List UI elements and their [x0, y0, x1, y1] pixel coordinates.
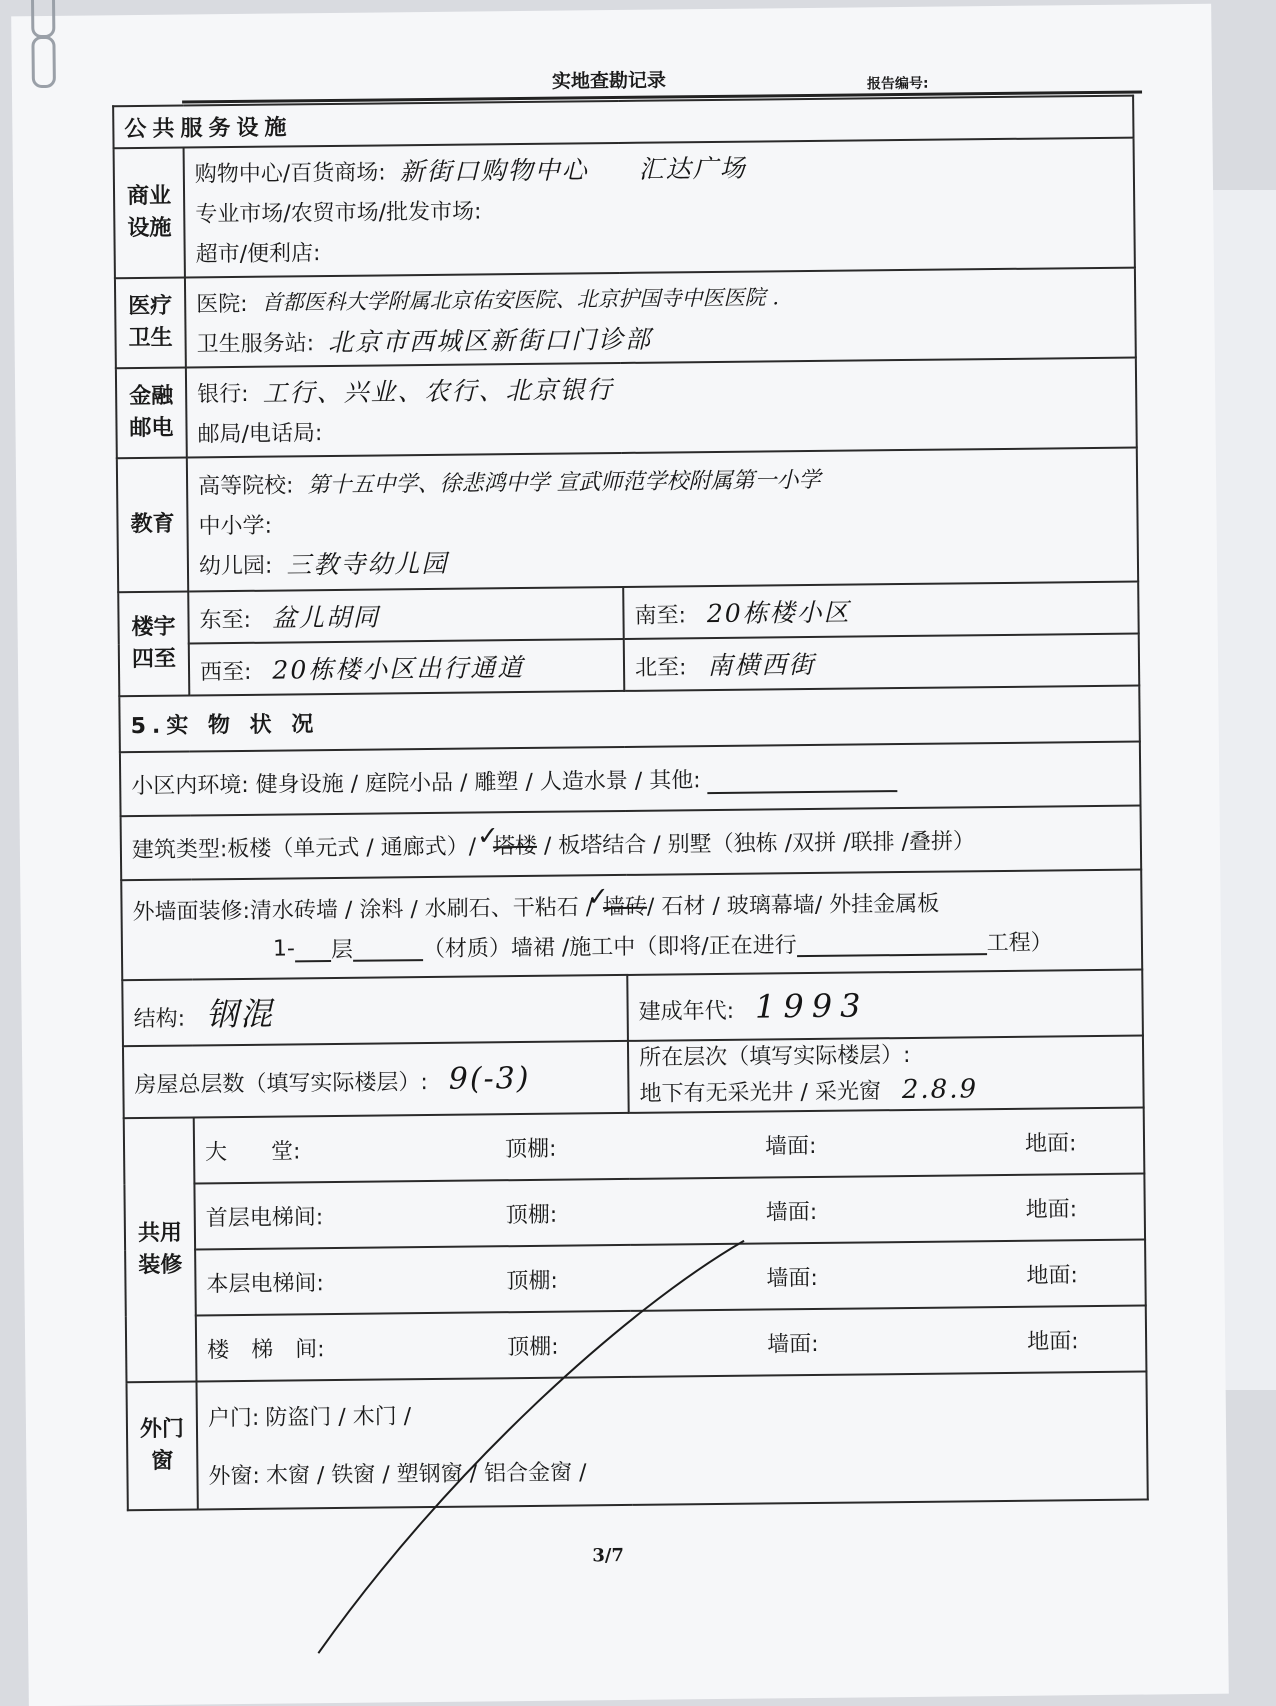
building-type-options-1: 板楼（单元式 / 通廊式）/	[227, 833, 484, 862]
decoration-floor-label: 地面:	[1025, 1196, 1078, 1223]
north-label: 北至:	[634, 655, 687, 681]
shopping-label: 购物中心/百货商场:	[194, 159, 386, 187]
facade-label: 外墙面装修:	[132, 898, 251, 925]
decoration-line	[207, 1323, 1135, 1364]
environment-row	[120, 742, 1141, 817]
document-page	[11, 4, 1229, 1706]
page-header	[112, 51, 1072, 99]
page-number: 3/7	[592, 1544, 625, 1567]
section-title-public-services: 公共服务设施	[124, 114, 293, 142]
environment-other-blank	[708, 764, 898, 794]
survey-form	[112, 95, 1149, 1512]
located-floor-line	[639, 1037, 1132, 1076]
checkmark-icon: ✓	[476, 820, 499, 851]
window-line	[208, 1436, 1137, 1504]
hospital-label: 医院:	[196, 291, 248, 317]
year-label: 建成年代:	[638, 998, 735, 1025]
post-label: 邮局/电话局:	[197, 420, 323, 447]
decoration-area-name: 楼 梯 间:	[207, 1336, 325, 1363]
supermarket-label: 超市/便利店:	[195, 240, 321, 267]
east-label: 东至:	[199, 607, 252, 634]
college-label: 高等院校:	[197, 472, 294, 499]
category-commercial: 商业设施	[114, 148, 185, 279]
decoration-wall-label: 墙面:	[764, 1133, 817, 1159]
decoration-line	[206, 1191, 1134, 1232]
medical-row	[115, 268, 1136, 369]
decoration-ceiling-label: 顶棚:	[505, 1202, 558, 1228]
facade-wainscot-prefix: 1-	[272, 935, 296, 962]
window-options: 木窗 / 铁窗 / 塑钢窗 / 铝合金窗 /	[265, 1459, 587, 1489]
school-label: 中小学:	[198, 513, 273, 539]
category-boundaries: 楼宇四至	[118, 592, 189, 697]
structure-row	[122, 970, 1143, 1047]
shopping-value-2: 汇达广场	[638, 153, 747, 184]
window-label: 外窗:	[208, 1463, 261, 1489]
building-type-checked: 塔楼	[492, 833, 538, 859]
bank-value: 工行、兴业、农行、北京银行	[262, 375, 614, 408]
decoration-ceiling-label: 顶棚:	[504, 1136, 557, 1162]
category-common-decoration: 共用装修	[124, 1117, 197, 1382]
kindergarten-label: 幼儿园:	[198, 553, 273, 579]
station-value: 北京市西城区新街口门诊部	[327, 324, 653, 358]
year-value: 1993	[754, 986, 869, 1026]
kindergarten-line	[199, 535, 1127, 585]
door-options: 防盗门 / 木门 /	[265, 1403, 412, 1431]
station-label: 卫生服务站:	[196, 330, 315, 357]
light-well-label: 地下有无采光井 / 采光窗	[639, 1079, 882, 1107]
north-value: 南横西街	[707, 649, 816, 681]
facade-floor-blank	[295, 934, 331, 962]
decoration-row	[124, 1108, 1145, 1185]
section-title-physical: 5.实 物 状 况	[130, 711, 320, 739]
structure-label: 结构:	[133, 1006, 186, 1033]
east-value: 盆儿胡同	[271, 602, 381, 633]
building-type-row	[121, 806, 1142, 881]
environment-options: 健身设施 / 庭院小品 / 雕塑 / 人造水景 / 其他:	[255, 767, 701, 798]
binder-ring	[31, 36, 56, 88]
facade-project-suffix: 工程）	[986, 929, 1053, 956]
facade-checked: 墙砖	[602, 894, 648, 920]
total-floors-value: 9(-3)	[448, 1060, 531, 1097]
decoration-row	[124, 1174, 1145, 1251]
station-line	[196, 313, 1124, 363]
located-floor-label: 所在层次（填写实际楼层）:	[638, 1042, 911, 1071]
west-label: 西至:	[199, 659, 252, 686]
category-doors-windows: 外门窗	[126, 1381, 197, 1510]
decoration-wall-label: 墙面:	[766, 1265, 818, 1291]
shopping-value-1: 新街口购物中心	[399, 155, 589, 187]
structure-value: 钢混	[205, 994, 275, 1034]
door-line	[208, 1378, 1137, 1446]
light-well-line	[639, 1071, 1132, 1112]
decoration-line	[205, 1125, 1133, 1166]
market-label: 专业市场/农贸市场/批发市场:	[195, 198, 482, 227]
building-type-options-2: / 板塔结合 / 别墅（独栋 /双拼 /联排 /叠拼）	[536, 828, 976, 859]
page-title: 实地查勘记录	[551, 69, 667, 93]
building-type-label: 建筑类型:	[131, 836, 228, 863]
facade-wainscot-text: （材质）墙裙 /施工中（即将/正在进行	[422, 932, 797, 962]
west-value: 20栋楼小区出行通道	[272, 652, 525, 685]
facade-options-2: / 石材 / 玻璃幕墙/ 外挂金属板	[646, 891, 940, 920]
decoration-ceiling-label: 顶棚:	[507, 1334, 559, 1360]
report-number-label: 报告编号:	[866, 75, 929, 93]
environment-label: 小区内环境:	[131, 772, 249, 799]
binder-ring	[31, 0, 56, 38]
doors-windows-row	[126, 1372, 1147, 1511]
education-row	[117, 448, 1138, 593]
decoration-area-name: 本层电梯间:	[206, 1270, 325, 1297]
facade-row	[121, 870, 1142, 981]
decoration-floor-label: 地面:	[1026, 1328, 1079, 1355]
finance-row	[116, 358, 1137, 459]
south-label: 南至:	[634, 603, 687, 629]
college-value: 第十五中学、徐悲鸿中学 宣武师范学校附属第一小学	[307, 467, 821, 498]
facade-construction-blank	[797, 927, 987, 957]
category-education: 教育	[117, 458, 188, 593]
checkmark-icon: ✓	[586, 882, 610, 913]
decoration-wall-label: 墙面:	[767, 1331, 819, 1357]
facade-material-blank	[353, 933, 423, 962]
hospital-value: 首都医科大学附属北京佑安医院、北京护国寺中医医院 .	[261, 285, 780, 315]
kindergarten-value: 三教寺幼儿园	[286, 548, 449, 580]
category-medical: 医疗卫生	[115, 278, 186, 369]
south-value: 20栋楼小区	[706, 597, 851, 629]
category-finance: 金融邮电	[116, 368, 187, 459]
decoration-ceiling-label: 顶棚:	[506, 1268, 559, 1294]
bank-label: 银行:	[197, 381, 249, 407]
decoration-line	[206, 1257, 1134, 1298]
post-line	[197, 403, 1125, 453]
decoration-wall-label: 墙面:	[765, 1199, 818, 1225]
commercial-row	[114, 138, 1135, 279]
total-floors-label: 房屋总层数（填写实际楼层）:	[134, 1069, 428, 1098]
decoration-area-name: 首层电梯间:	[205, 1204, 324, 1231]
facade-floor-unit: 层	[330, 937, 354, 963]
decoration-floor-label: 地面:	[1026, 1262, 1078, 1289]
supermarket-line	[195, 223, 1123, 273]
decoration-row	[126, 1306, 1147, 1383]
floors-row	[123, 1036, 1144, 1119]
facade-options-1: 清水砖墙 / 涂料 / 水刷石、干粘石 /	[249, 894, 594, 924]
decoration-row	[125, 1240, 1146, 1317]
decoration-area-name: 大 堂:	[204, 1138, 301, 1165]
located-floor-value: 2.8.9	[901, 1074, 979, 1106]
decoration-floor-label: 地面:	[1024, 1130, 1077, 1157]
door-label: 户门:	[207, 1405, 260, 1431]
